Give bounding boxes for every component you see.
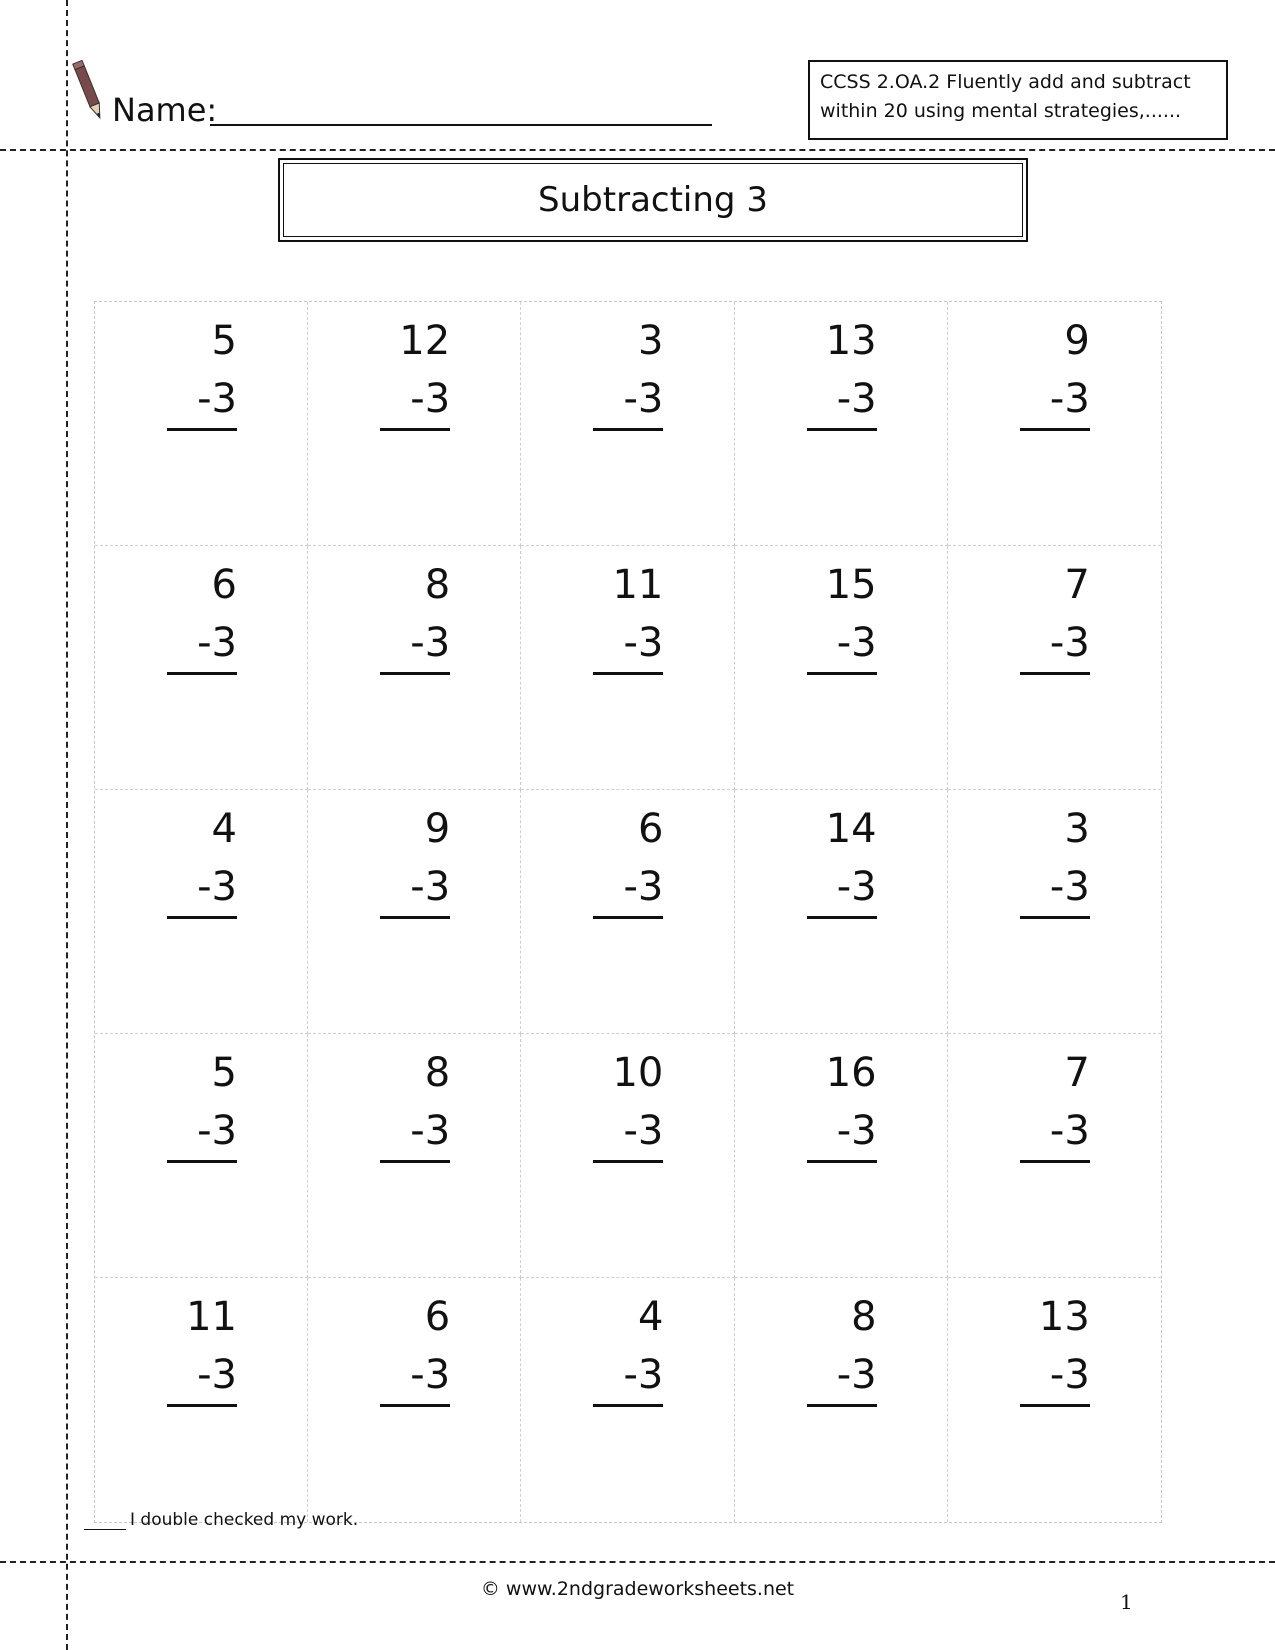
problem-cell: [735, 1278, 948, 1522]
minuend: 6: [424, 1294, 451, 1340]
subtrahend: -3: [593, 370, 663, 431]
problem-cell: [735, 1034, 948, 1278]
problem-cell: [948, 302, 1161, 546]
problem-cell: [95, 790, 308, 1034]
pencil-icon: [72, 56, 106, 126]
standard-text: CCSS 2.OA.2 Fluently add and subtract within 20 using mental strategies,......: [820, 71, 1191, 122]
minuend: 11: [612, 562, 664, 608]
minuend: 15: [825, 562, 877, 608]
subtrahend: -3: [807, 614, 877, 675]
minuend: 13: [825, 318, 877, 364]
minuend: 7: [1064, 562, 1090, 608]
minuend: 11: [186, 1294, 237, 1340]
problem-cell: [735, 302, 948, 546]
subtrahend: -3: [380, 1346, 450, 1407]
double-check-blank[interactable]: [84, 1513, 126, 1530]
minuend: 3: [1064, 806, 1090, 852]
problem-cell: [948, 790, 1161, 1034]
problem-cell: [308, 546, 521, 790]
subtrahend: -3: [593, 1346, 663, 1407]
standard-box: [808, 60, 1228, 140]
subtrahend: -3: [167, 370, 237, 431]
subtrahend: -3: [593, 614, 663, 675]
problem-cell: [95, 1034, 308, 1278]
subtrahend: -3: [807, 858, 877, 919]
problem-cell: [95, 302, 308, 546]
problem-cell: [735, 546, 948, 790]
problem-cell: [735, 790, 948, 1034]
double-check-line: [84, 1510, 358, 1530]
minuend: 6: [211, 562, 237, 608]
problem-cell: [521, 1278, 734, 1522]
minuend: 3: [637, 318, 664, 364]
subtrahend: -3: [380, 614, 450, 675]
page-title: Subtracting 3: [283, 163, 1023, 237]
cut-line-bottom: [0, 1561, 1275, 1563]
subtrahend: -3: [807, 1102, 877, 1163]
cut-line-top: [0, 149, 1275, 151]
minuend: 5: [211, 318, 237, 364]
double-check-label: I double checked my work.: [130, 1510, 359, 1530]
copyright-footer: © www.2ndgradeworksheets.net: [480, 1578, 795, 1600]
problem-cell: [521, 1034, 734, 1278]
problem-cell: [308, 302, 521, 546]
minuend: 12: [399, 318, 451, 364]
problem-cell: [308, 790, 521, 1034]
minuend: 7: [1064, 1050, 1090, 1096]
subtrahend: -3: [1020, 858, 1090, 919]
problem-cell: [521, 546, 734, 790]
name-field[interactable]: [210, 124, 712, 126]
minuend: 8: [424, 1050, 451, 1096]
problem-cell: [521, 790, 734, 1034]
subtrahend: -3: [380, 370, 450, 431]
subtrahend: -3: [1020, 614, 1090, 675]
minuend: 13: [1038, 1294, 1090, 1340]
minuend: 4: [637, 1294, 664, 1340]
minuend: 8: [851, 1294, 877, 1340]
subtrahend: -3: [593, 1102, 663, 1163]
name-label: Name:: [112, 91, 218, 129]
title-box: [278, 158, 1028, 242]
minuend: 5: [211, 1050, 237, 1096]
subtrahend: -3: [807, 370, 877, 431]
subtrahend: -3: [1020, 1346, 1090, 1407]
margin-cut-line-vertical: [66, 0, 68, 1650]
minuend: 4: [211, 806, 237, 852]
problem-cell: [95, 1278, 308, 1522]
problem-cell: [308, 1278, 521, 1522]
minuend: 14: [825, 806, 877, 852]
minuend: 8: [424, 562, 451, 608]
subtrahend: -3: [380, 858, 450, 919]
minuend: 9: [1064, 318, 1090, 364]
minuend: 10: [612, 1050, 664, 1096]
problem-cell: [308, 1034, 521, 1278]
problem-cell: [948, 1278, 1161, 1522]
subtrahend: -3: [1020, 1102, 1090, 1163]
minuend: 6: [637, 806, 664, 852]
minuend: 9: [424, 806, 451, 852]
minuend: 16: [825, 1050, 877, 1096]
problem-cell: [95, 546, 308, 790]
problem-cell: [948, 546, 1161, 790]
subtrahend: -3: [167, 1102, 237, 1163]
problem-cell: [521, 302, 734, 546]
subtrahend: -3: [807, 1346, 877, 1407]
subtrahend: -3: [167, 858, 237, 919]
subtrahend: -3: [1020, 370, 1090, 431]
problem-grid: [94, 301, 1162, 1523]
page-number: 1: [1120, 1590, 1133, 1614]
subtrahend: -3: [593, 858, 663, 919]
subtrahend: -3: [380, 1102, 450, 1163]
subtrahend: -3: [167, 1346, 237, 1407]
subtrahend: -3: [167, 614, 237, 675]
problem-cell: [948, 1034, 1161, 1278]
